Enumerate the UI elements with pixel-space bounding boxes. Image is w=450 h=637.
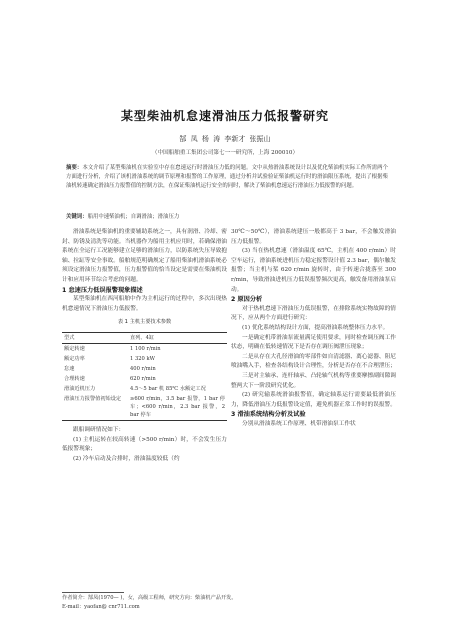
author-list: 郜 凤 杨 涛 李新才 张振山 <box>179 135 271 143</box>
table-row <box>62 343 227 354</box>
table-row <box>62 374 227 384</box>
table-caption: 表 1 主机主要技术参数 <box>117 319 172 326</box>
section-1-paragraph: 某型柴油机在西河船舶中作为主机运行的过程中，多次出现热机怠速情况下滑油压力低报警。 <box>62 296 227 312</box>
keywords <box>66 212 388 220</box>
keywords-text: 船用中速柴油机；自调滑油；滑油压力 <box>87 214 180 220</box>
table-cell: 额定转速 <box>64 345 85 352</box>
affiliation: （中国船舶重工集团公司第七一一研究所，上海 200010） <box>151 150 299 156</box>
section-2-heading: 2 原因分析 <box>231 296 263 304</box>
body-paragraph: 一是确定机带滑油泵流量满足使用要求，同时检查调压阀工作状态，明确在低转速情况下是否存在调压阀泄压现象； <box>231 334 396 351</box>
body-paragraph: 二是从存在大孔径滑油的零部件如自清滤器、离心滤器、阻尼喷油嘴入手，检查各结构设计合理性，分析是否存在不合理泄压； <box>231 353 396 370</box>
left-column <box>62 228 227 464</box>
parameter-table <box>62 332 227 421</box>
table-row <box>62 364 227 374</box>
table-cell: 1 100 r/min <box>130 345 161 352</box>
table-cell: 620 r/min <box>130 375 156 382</box>
list-item: (2) 冷车启动及合排时，滑油温度较低（约 <box>73 455 180 462</box>
continued-paragraph: 30℃～50℃），滑油系统建压一般都高于 3 bar，不会触发滑油压力低报警。 <box>231 229 396 245</box>
section-3-heading: 3 滑油系统结构分析及试验 <box>231 411 306 419</box>
table-cell: 滑油压力报警值初始设定 <box>64 395 122 402</box>
table-header-cell: 直列、4缸 <box>128 332 227 343</box>
table-row <box>62 394 227 421</box>
footnote-rule <box>62 592 124 593</box>
list-item: (3) 当在热机怠速（滑油温度 65℃，主机在 400 r/min）时空车运行，滑油系统进机压力稳定报警设计值 2.3 bar，偶尔触发报警；当主机与桨 620 r/min 旋转时，由于转速合拢落至 300 r/min，导致滑油进机压力低误报警频次更高，触发备用滑油泵启动。 <box>231 248 396 293</box>
table-cell: 4.5～5 bar 机 85℃ 水额定工况 <box>130 385 206 392</box>
body-paragraph: 分别从滑油系统工作原理、机带滑油泵工作状 <box>242 420 356 427</box>
table-row <box>62 354 227 364</box>
body-paragraph: 三是对主轴承、连杆轴承、凸轮轴气机构等重要摩擦副间隙调整两大下一阶段研究优化。 <box>231 372 396 389</box>
abstract <box>66 164 388 192</box>
author-footnote <box>62 594 262 612</box>
table-cell: ≥600 r/min，3.5 bar 报警，1 bar 停车；<600 r/min，2.3 bar 报警，2 bar 停车 <box>130 395 225 418</box>
abstract-text: 本文介绍了某型柴油机在实验室中存在怠速运行时滑油压力低的问题。文中从热滑油系统设计以及优化柴油机实际工作所需两个方面进行分析，介绍了该机滑油系统的调节原理和报警的工作原理，通过分析并试验验证柴油机运行时的滑油限压系统，提出了根据柴油机转速确定滑油压力报警值的控制方法，在保证柴油机运行安全的同时，解决了柴油机怠速运行滑油压力低报警的问题。 <box>66 165 388 190</box>
abstract-label: 摘要： <box>66 165 83 171</box>
intro-paragraph: 滑油系统是柴油机的重要辅助系统之一，具有润滑、冷却、密封、防锈及清洗等功能。当机器作为船用主机应用时，若确保滑油系统在全运行工况能够建立足够的滑油压力，以防系统失压导致抱轴、拉缸等安全事故。船舶规范明确规定了船用柴油机滑油系统必须设定滑油压力报警值，压力报警值的恰当设定是需要在柴油机设计和应用环节综合考虑的问题。 <box>62 229 227 283</box>
paper-title: 某型柴油机怠速滑油压力低报警研究 <box>120 109 329 123</box>
body-paragraph: (1) 优化系统结构设计方面，提高滑油系统整体压力水平。 <box>242 324 389 331</box>
body-paragraph: 对于热机怠速下滑油压力低误报警，在排除系统实物故障的情况下，应从两个方面进行研究： <box>231 305 396 322</box>
table-cell: 怠速 <box>64 365 75 372</box>
after-table-paragraph: 跟船调研情况如下： <box>73 426 125 433</box>
table-header-cell: 型式 <box>62 332 128 343</box>
footnote-line: 作者简介：郜凤(1970— )，女，高级工程师，研究方向：柴油机产品开发。 <box>62 595 237 601</box>
section-1-heading: 1 怠速压力低误报警现象描述 <box>62 286 143 294</box>
footnote-line: E-mail：yaofan@ cnr711.com <box>62 604 140 610</box>
table-cell: 1 320 kW <box>130 355 155 362</box>
table-cell: 400 r/min <box>130 365 156 372</box>
body-paragraph: (2) 研究输系统滑油报警值，确定轴系运行需要最低滑油压力，降低滑油压力低报警设定值，避免机器正常工作时的误报警。 <box>231 392 396 408</box>
table-cell: 额定功率 <box>64 355 85 362</box>
table-row <box>62 384 227 394</box>
table-cell: 合理转速 <box>64 375 85 382</box>
table-cell: 滑油近机压力 <box>64 385 96 392</box>
list-item: (1) 主机运转在较高转速（>500 r/min）时，不会发生压力低报警现象； <box>62 436 227 453</box>
right-column <box>231 228 396 429</box>
table-header-row <box>62 332 227 343</box>
keywords-label: 关键词： <box>66 214 88 220</box>
